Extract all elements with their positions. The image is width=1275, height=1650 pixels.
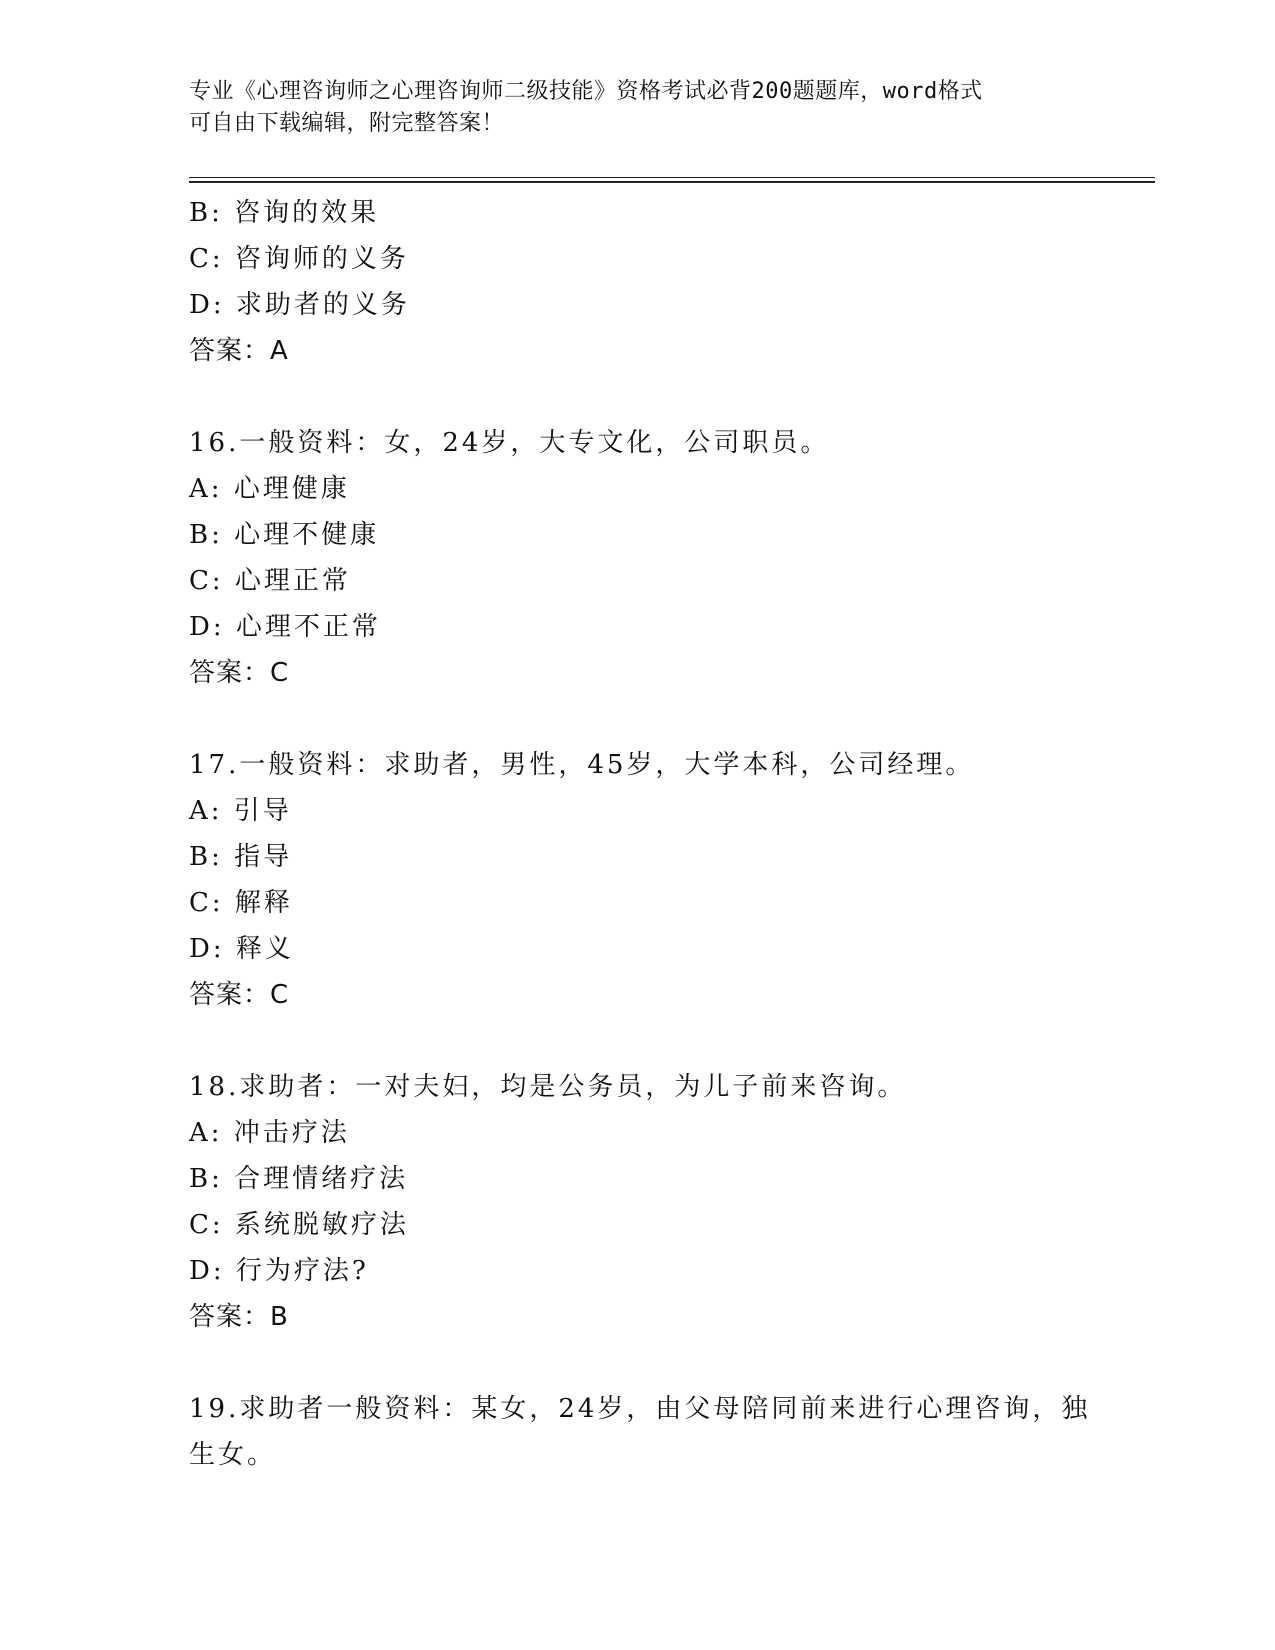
option-c: C: 系统脱敏疗法 <box>189 1210 409 1240</box>
question-stem-line-2: 生女。 <box>189 1440 277 1470</box>
question-stem: 16.一般资料：女，24岁，大专文化，公司职员。 <box>189 428 830 458</box>
option-c: C: 心理正常 <box>189 566 351 596</box>
option-a: A: 冲击疗法 <box>189 1118 350 1148</box>
question-18 <box>189 1064 1089 1340</box>
option-c: C: 咨询师的义务 <box>189 244 409 274</box>
header-line-2: 可自由下载编辑，附完整答案！ <box>189 111 505 136</box>
question-prev <box>189 190 1089 374</box>
answer-line: 答案：C <box>189 658 290 688</box>
answer-line: 答案：B <box>189 1302 289 1332</box>
option-b: B: 心理不健康 <box>189 520 380 550</box>
question-19 <box>189 1386 1089 1478</box>
option-a: A: 心理健康 <box>189 474 350 504</box>
option-d: D: 行为疗法? <box>189 1256 369 1286</box>
header-divider-thin <box>189 177 1155 178</box>
option-d: D: 释义 <box>189 934 294 964</box>
document-header <box>189 76 1089 140</box>
header-line-1: 专业《心理咨询师之心理咨询师二级技能》资格考试必背200题题库，word格式 <box>189 79 983 104</box>
header-divider-thick <box>189 181 1155 183</box>
option-d: D: 求助者的义务 <box>189 290 410 320</box>
spacer <box>189 1018 1089 1064</box>
option-b: B: 指导 <box>189 842 293 872</box>
question-stem: 18.求助者：一对夫妇，均是公务员，为儿子前来咨询。 <box>189 1072 907 1102</box>
option-c: C: 解释 <box>189 888 293 918</box>
question-list <box>189 190 1089 1478</box>
spacer <box>189 696 1089 742</box>
option-b: B: 咨询的效果 <box>189 198 380 228</box>
answer-line: 答案：A <box>189 336 289 366</box>
question-17 <box>189 742 1089 1018</box>
question-stem-line-1: 19.求助者一般资料：某女，24岁，由父母陪同前来进行心理咨询，独 <box>189 1394 1091 1424</box>
option-b: B: 合理情绪疗法 <box>189 1164 409 1194</box>
spacer <box>189 374 1089 420</box>
option-a: A: 引导 <box>189 796 292 826</box>
question-stem: 17.一般资料：求助者，男性，45岁，大学本科，公司经理。 <box>189 750 975 780</box>
answer-line: 答案：C <box>189 980 290 1010</box>
spacer <box>189 1340 1089 1386</box>
question-16 <box>189 420 1089 696</box>
option-d: D: 心理不正常 <box>189 612 381 642</box>
